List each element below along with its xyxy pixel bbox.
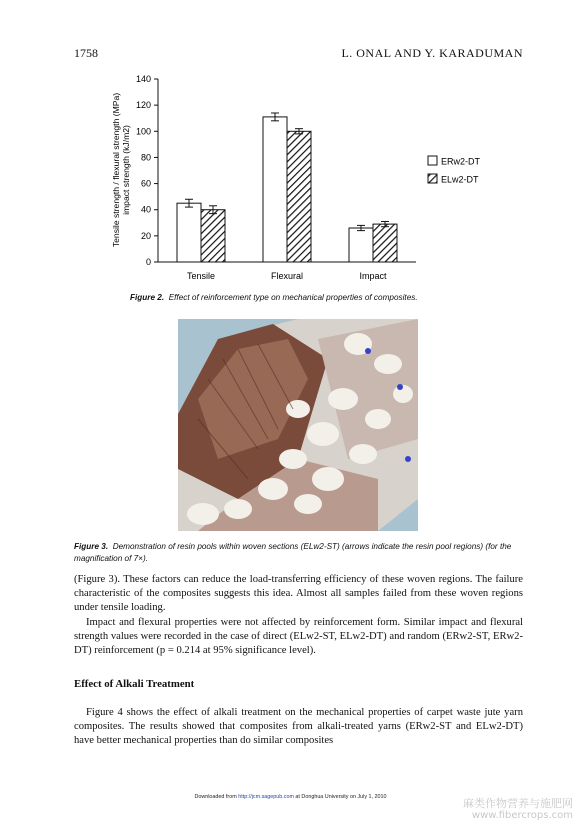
running-header-authors: L. ONAL AND Y. KARADUMAN (341, 46, 523, 60)
watermark-chinese: 麻类作物营养与施肥网 (463, 797, 573, 810)
bar-ERw2-DT-Impact (349, 228, 373, 262)
y-tick-label: 20 (140, 230, 151, 241)
y-tick-label: 100 (135, 126, 151, 137)
bar-ERw2-DT-Tensile (177, 203, 201, 262)
body-paragraph-3-block (74, 706, 523, 749)
legend-swatch (428, 156, 437, 165)
bar-chart (60, 70, 520, 290)
figure-2-caption (130, 293, 418, 302)
figure-3-caption-label: Figure 3. (74, 542, 109, 551)
y-tick-label: 80 (140, 152, 151, 163)
footer-link[interactable]: http://jcm.sagepub.com (238, 794, 294, 800)
bar-ELw2-DT-Tensile (201, 210, 225, 262)
page-number: 1758 (74, 46, 98, 60)
bar-ELw2-DT-Flexural (287, 131, 311, 262)
section-heading: Effect of Alkali Treatment (74, 678, 195, 690)
figure-3-caption-text: Demonstration of resin pools within woven sections (ELw2-ST) (arrows indicate the resin pool regions) (for the magnification of 7×). (74, 542, 512, 563)
x-tick-label: Flexural (270, 271, 304, 281)
figure-2-caption-text: Effect of reinforcement type on mechanical properties of composites. (168, 293, 418, 302)
footer-prefix: Downloaded from (194, 794, 239, 800)
legend-label: ERw2-DT (441, 156, 481, 167)
legend-label: ELw2-DT (441, 174, 479, 185)
micrograph-image (178, 319, 418, 531)
y-tick-label: 0 (145, 257, 151, 267)
paragraph-2: Impact and flexural properties were not affected by reinforcement form. Similar impact and flexural strength values were recorded in the case of direct (ELw2-ST, ELw2-DT) and random (ERw2-ST, ERw2-DT) reinforcement (p = 0.214 at 95% significance level). (74, 616, 523, 657)
legend-swatch (428, 174, 437, 183)
watermark-url: www.fibercrops.com (471, 810, 573, 821)
y-tick-label: 60 (140, 178, 151, 189)
y-axis-label-line1: Tensile strength / flexural strength (MPa) (111, 92, 121, 248)
bar-ELw2-DT-Impact (373, 224, 397, 262)
x-tick-label: Tensile (186, 271, 216, 281)
paragraph-1: (Figure 3). These factors can reduce the load-transferring efficiency of these woven regions. The failure characteristic of the composites suggests this idea. Almost all samples failed from these woven regions under tensile loading. (74, 574, 523, 614)
figure-3-caption (74, 541, 523, 565)
footer-suffix: at Donghua University on July 1, 2010 (293, 794, 387, 800)
x-tick-label: Impact (359, 271, 387, 281)
bar-ERw2-DT-Flexural (263, 117, 287, 262)
body-paragraphs (74, 573, 523, 658)
y-axis-label-line2: impact strength (kJ/m2) (121, 125, 131, 215)
figure-2-caption-label: Figure 2. (130, 293, 165, 302)
y-tick-label: 40 (140, 204, 151, 215)
paragraph-3: Figure 4 shows the effect of alkali treatment on the mechanical properties of carpet waste jute yarn composites. The results showed that composites from alkali-treated yarns (ERw2-ST and ELw2-DT) have better mechanical properties than do similar composites (74, 707, 523, 747)
y-tick-label: 140 (135, 74, 151, 84)
y-tick-label: 120 (135, 100, 151, 111)
